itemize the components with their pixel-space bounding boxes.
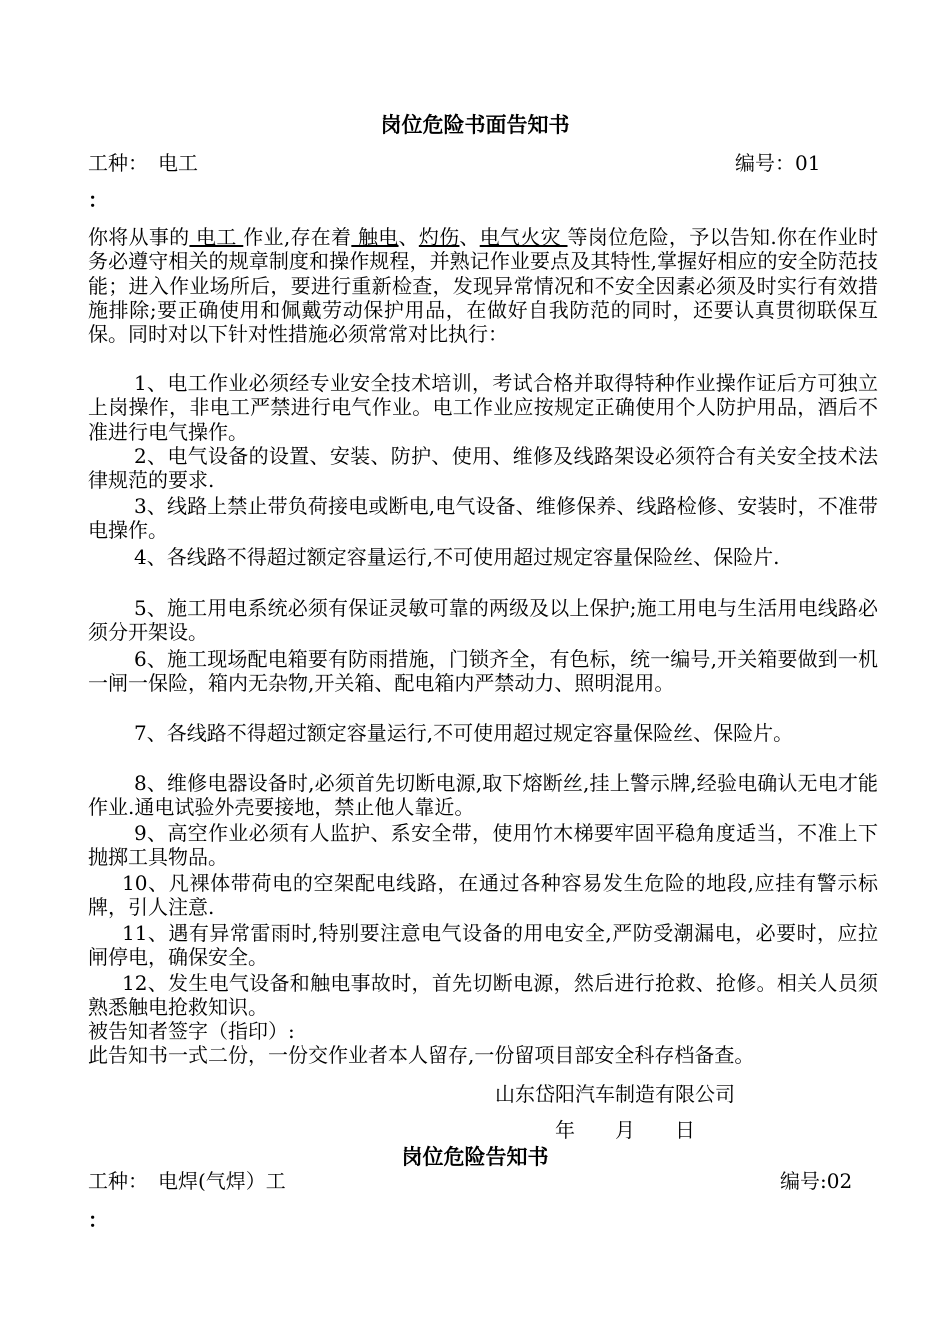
doc2-number: 编号:02: [780, 1169, 853, 1193]
signature-line: 被告知者签字（指印）:: [88, 1019, 295, 1043]
doc2-job-label: 工种：: [88, 1169, 148, 1193]
intro-text-2: 作业,存在着: [243, 225, 352, 249]
rule-item-9: 9、高空作业必须有人监护、系安全带，使用竹木梯要牢固平稳角度适当，不准上下抛掷工具物品。: [88, 821, 878, 870]
doc1-number: 编号：01: [735, 151, 821, 175]
doc2-job-line: [88, 1168, 286, 1194]
rule-item-8: 8、维修电器设备时,必须首先切断电源,取下熔断丝,挂上警示牌,经验电确认无电才能作业.通电试验外壳要接地，禁止他人靠近。: [88, 771, 878, 820]
intro-sep-1: 、: [398, 225, 419, 249]
rule-item-5: 5、施工用电系统必须有保证灵敏可靠的两级及以上保护;施工用电与生活用电线路必须分开架设。: [88, 596, 878, 645]
doc1-colon-mark: ：: [88, 188, 108, 212]
rule-item-6: 6、施工现场配电箱要有防雨措施，门锁齐全，有色标，统一编号,开关箱要做到一机一闸一保险，箱内无杂物,开关箱、配电箱内严禁动力、照明混用。: [88, 647, 878, 696]
copies-note: 此告知书一式二份，一份交作业者本人留存,一份留项目部安全科存档备查。: [88, 1043, 755, 1067]
doc1-intro: [88, 225, 878, 346]
rule-item-2: 2、电气设备的设置、安装、防护、使用、维修及线路架设必须符合有关安全技术法律规范的要求.: [88, 444, 878, 493]
hazard-electric-shock: 触电: [351, 225, 399, 249]
date-line: 年 月 日: [555, 1118, 695, 1142]
rule-item-1: 1、电工作业必须经专业安全技术培训，考试合格并取得特种作业操作证后方可独立上岗操作，非电工严禁进行电气作业。电工作业应按规定正确使用个人防护用品，酒后不准进行电气操作。: [88, 371, 878, 444]
hazard-burn: 灼伤: [418, 225, 460, 249]
rule-item-3: 3、线路上禁止带负荷接电或断电,电气设备、维修保养、线路检修、安装时，不准带电操作。: [88, 494, 878, 543]
hazard-electrical-fire: 电气火灾: [479, 225, 568, 249]
doc1-job-line: [88, 150, 198, 176]
doc1-job-label: 工种：: [88, 151, 148, 175]
rule-item-12: 12、发生电气设备和触电事故时，首先切断电源，然后进行抢救、抢修。相关人员须熟悉触电抢救知识。: [88, 971, 878, 1020]
doc1-job-value: 电工: [158, 151, 198, 175]
doc2-title: 岗位危险告知书: [401, 1144, 549, 1169]
doc2-colon-mark: ：: [88, 1208, 108, 1232]
intro-job-underlined: 电工: [189, 225, 244, 249]
rule-item-11: 11、遇有异常雷雨时,特别要注意电气设备的用电安全,严防受潮漏电，必要时，应拉闸停电，确保安全。: [88, 921, 878, 970]
intro-text-1: 你将从事的: [88, 225, 190, 249]
company-name: 山东岱阳汽车制造有限公司: [495, 1082, 735, 1106]
rule-item-7: 7、各线路不得超过额定容量运行,不可使用超过规定容量保险丝、保险片。: [134, 721, 794, 745]
doc1-title: 岗位危险书面告知书: [380, 112, 570, 137]
doc2-job-value: 电焊(气焊）工: [158, 1169, 286, 1193]
intro-text-3: 等岗位危险，予以告知.你在作业时务必遵守相关的规章制度和操作规程，并熟记作业要点及其特性,掌握好相应的安全防范技能；进入作业场所后，要进行重新检查，发现异常情况和不安全因素必须及时实行有效措施排除;要正确使用和佩戴劳动保护用品，在做好自我防范的同时，还要认真贯彻联保互保。同时对以下针对性措施必须常常对比执行：: [88, 225, 879, 347]
intro-sep-2: 、: [459, 225, 480, 249]
rule-item-10: 10、凡裸体带荷电的空架配电线路，在通过各种容易发生危险的地段,应挂有警示标牌，引人注意.: [88, 871, 878, 920]
rule-item-4: 4、各线路不得超过额定容量运行,不可使用超过规定容量保险丝、保险片.: [134, 545, 780, 569]
